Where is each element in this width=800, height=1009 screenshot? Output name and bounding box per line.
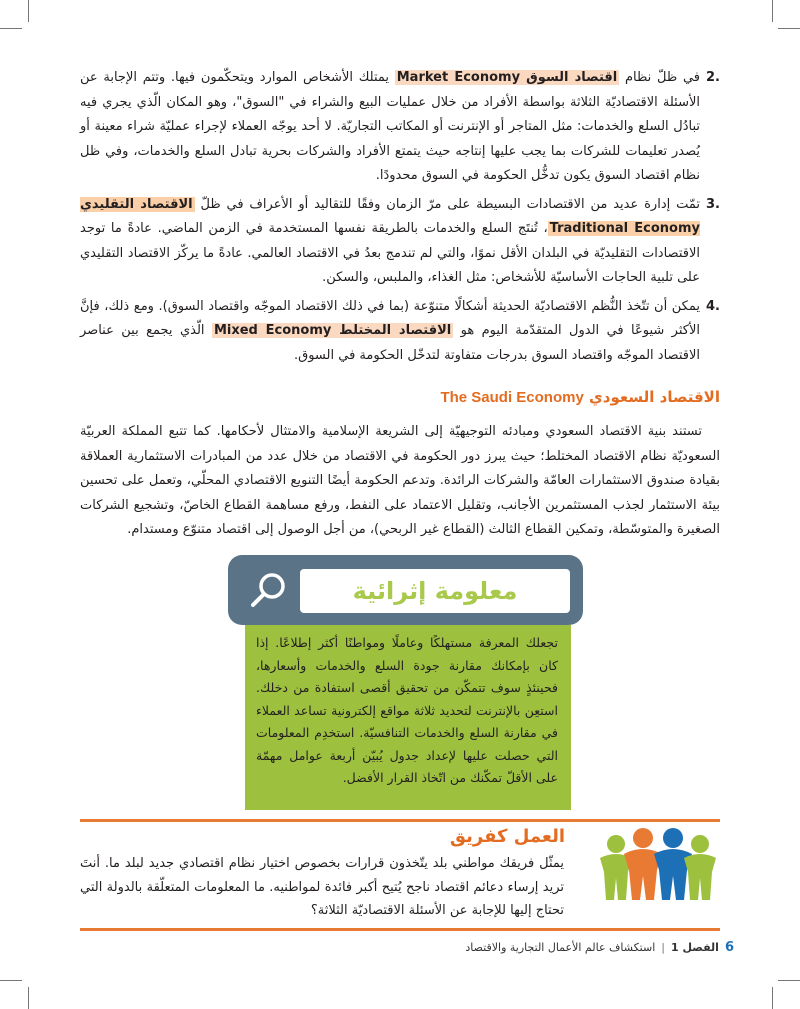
info-box xyxy=(245,625,571,810)
crop-mark xyxy=(28,987,29,1009)
info-title: معلومة إثرائية xyxy=(300,569,570,613)
list-item xyxy=(80,193,720,291)
page-footer xyxy=(465,940,734,955)
divider xyxy=(80,819,720,822)
key-term: الاقتصاد المختلط Mixed Economy xyxy=(213,323,452,338)
info-banner xyxy=(228,555,583,625)
team-paragraph: يمثّل فريقك مواطني بلد يتّخذون قرارات بخصوص اختيار نظام اقتصادي جديد لبلد ما. أنتَ تريد إرساء دعائم اقتصاد ناجح يُتيح أكبر فائدة لمواطنيه. ما المعلومات المتعلّقة بالدولة التي تحتاج إليها للإجابة عن الأسئلة الاقتصاديّة الثلاثة؟ xyxy=(80,856,564,918)
section-heading-ar: الاقتصاد السعودي xyxy=(589,388,720,406)
crop-mark xyxy=(0,980,22,981)
footer-separator: | xyxy=(661,941,665,954)
item-text: يمكن أن تتّخذ النُّظم الاقتصاديّة الحديثة أشكالًا متنوّعة (بما في ذلك الاقتصاد الموجّه واقتصاد السوق). ومع ذلك، فإنَّ الأكثر شيوعًا في الدول المتقدّمة اليوم هو xyxy=(80,298,700,338)
section-heading xyxy=(80,388,720,406)
info-body: تجعلك المعرفة مستهلكًا وعاملًا ومواطنًا أكثر إطلاعًا. إذا كان بإمكانك مقارنة جودة السلع والخدمات وأسعارها، فحينئذٍ سوف تتمكّن من تحقيق أقصى استفادة من دخلك. استعِن بالإنترنت لتحديد ثلاثة مواقع إلكترونية تساعد العملاء في مقارنة السلع والخدمات التنافسيّة. استخدِم المعلومات التي حصلت عليها لإعداد جدول يُبيّن أربعة عوامل مهمّة على الأقلّ تمكّنك من اتّخاذ القرار الأفضل. xyxy=(256,635,558,785)
item-number: .2 xyxy=(706,70,720,85)
item-text: ، تُنتَج السلع والخدمات بالطريقة نفسها المستخدمة في الزمن الماضي. عادةً ما توجد الاقتصادات التقليديّة في البلدان الأقل نموًا، والتي لم تندمج بعدُ في الاقتصاد العالمي. عادةً ما يركّز الاقتصاد التقليدي على تلبية الحاجات الأساسيّة للأشخاص: مثل الغذاء، والملبس، والسكن. xyxy=(80,221,700,285)
divider xyxy=(80,928,720,931)
item-text: يمتلك الأشخاص الموارد ويتحكّمون فيها. وتتم الإجابة عن الأسئلة الاقتصاديّة الثلاثة بواسطة الأفراد من خلال عمليات البيع والشراء في "السوق"، وهو المكان الّذي يجري فيه تبادُل السلع والخدمات: مثل المتاجر أو الإنترنت أو المكاتب التجاريّة. لا أحد يوجّه العملاء لإجراء عمليّة شراء معينة أو يُصدر تعليمات للشركات بما يجب عليها إنتاجه حيث يتمتع الأفراد والشركات بحرية تبادل السلع والخدمات، وفي ظل نظام اقتصاد السوق يكون تدخُّل الحكومة في السوق محدودًا. xyxy=(80,70,700,183)
main-content xyxy=(80,66,720,543)
list-item xyxy=(80,295,720,369)
chapter-label: الفصل 1 xyxy=(670,941,719,954)
crop-mark xyxy=(0,28,22,29)
crop-mark xyxy=(772,987,773,1009)
item-text: في ظلّ نظام xyxy=(619,70,700,85)
section-heading-en: The Saudi Economy xyxy=(440,389,584,406)
crop-mark xyxy=(772,0,773,22)
key-term: الاقتصاد التقليدي Traditional Economy xyxy=(80,196,700,236)
team-people-icon xyxy=(596,824,720,904)
item-number: .4 xyxy=(706,298,720,314)
magnifier-icon xyxy=(246,569,290,613)
crop-mark xyxy=(778,980,800,981)
page-number: 6 xyxy=(724,940,734,955)
key-term: اقتصاد السوق Market Economy xyxy=(396,70,618,85)
crop-mark xyxy=(28,0,29,22)
crop-mark xyxy=(778,28,800,29)
item-text: الّذي يجمع بين عناصر الاقتصاد الموجّه واقتصاد السوق بدرجات متفاوتة لتدخّل الحكومة في السوق. xyxy=(80,323,700,363)
chapter-title: استكشاف عالم الأعمال التجارية والاقتصاد xyxy=(465,941,656,954)
section-paragraph: تستند بنية الاقتصاد السعودي ومبادئه التوجيهيّة إلى الشريعة الإسلامية والامتثال لأحكامها. كما تتبع المملكة العربيّة السعوديّة نظام الاقتصاد المختلط؛ حيث يبرز دور الحكومة في الاقتصاد من خلال عدد من المبادرات الاستثمارية العملاقة بقيادة صندوق الاستثمارات العامّة والشركات الرائدة. وتدعم الحكومة أيضًا التنويع الاقتصادي المحلّي، وتعمل على تحسين بيئة الاستثمار لجذب المستثمرين الأجانب، وتقليل الاعتماد على النفط، ورفع مساهمة القطاع الخاصّ، وتشجيع الشركات الصغيرة والمتوسّطة، وتمكين القطاع الثالث (القطاع غير الربحي)، من أجل الوصول إلى اقتصاد متنوّع ومستدام. xyxy=(80,424,720,537)
item-text: تمّت إدارة عديد من الاقتصادات البسيطة على مرّ الزمان وفقًا للتقاليد أو الأعراف في ظلّ xyxy=(194,196,700,212)
item-number: .3 xyxy=(706,196,720,212)
list-item xyxy=(80,66,720,189)
team-heading: العمل كفريق xyxy=(449,826,565,847)
